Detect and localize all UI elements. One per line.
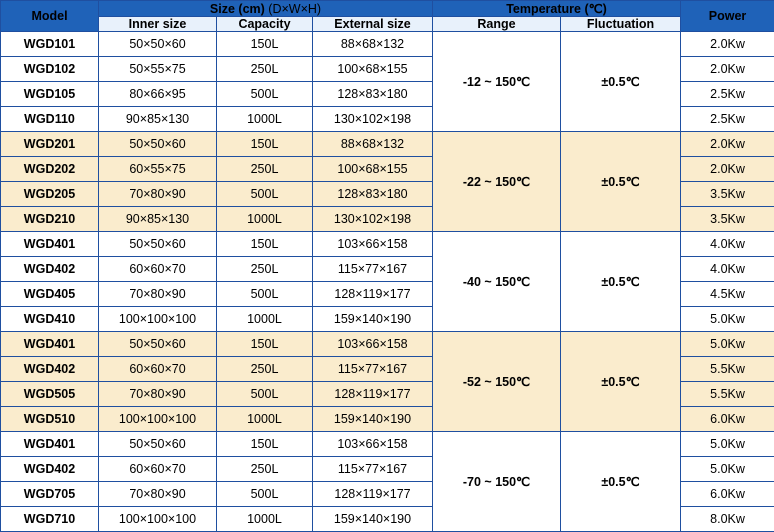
cell-capacity: 150L <box>217 432 313 457</box>
cell-external-size: 88×68×132 <box>313 32 433 57</box>
cell-capacity: 500L <box>217 82 313 107</box>
table-body <box>1 32 774 532</box>
cell-model: WGD105 <box>1 82 99 107</box>
cell-inner-size: 70×80×90 <box>99 382 217 407</box>
cell-external-size: 128×83×180 <box>313 82 433 107</box>
cell-inner-size: 50×50×60 <box>99 332 217 357</box>
cell-power: 2.0Kw <box>681 132 774 157</box>
cell-model: WGD210 <box>1 207 99 232</box>
header-model: Model <box>1 1 99 32</box>
cell-external-size: 100×68×155 <box>313 57 433 82</box>
cell-external-size: 128×119×177 <box>313 282 433 307</box>
table-row <box>1 332 774 357</box>
cell-external-size: 103×66×158 <box>313 432 433 457</box>
cell-external-size: 115×77×167 <box>313 457 433 482</box>
cell-capacity: 500L <box>217 482 313 507</box>
header-inner-size: Inner size <box>99 17 217 32</box>
cell-capacity: 1000L <box>217 407 313 432</box>
cell-inner-size: 90×85×130 <box>99 107 217 132</box>
header-row-top <box>1 1 774 17</box>
cell-model: WGD401 <box>1 232 99 257</box>
cell-capacity: 250L <box>217 457 313 482</box>
table-row <box>1 432 774 457</box>
cell-power: 5.5Kw <box>681 357 774 382</box>
cell-external-size: 130×102×198 <box>313 207 433 232</box>
cell-capacity: 150L <box>217 132 313 157</box>
cell-power: 6.0Kw <box>681 407 774 432</box>
header-size-group <box>99 1 433 17</box>
cell-capacity: 500L <box>217 182 313 207</box>
header-range: Range <box>433 17 561 32</box>
cell-inner-size: 50×50×60 <box>99 32 217 57</box>
cell-power: 3.5Kw <box>681 207 774 232</box>
header-fluctuation: Fluctuation <box>561 17 681 32</box>
cell-model: WGD510 <box>1 407 99 432</box>
cell-capacity: 150L <box>217 32 313 57</box>
cell-temperature-range: -52 ~ 150℃ <box>433 332 561 432</box>
cell-temperature-range: -70 ~ 150℃ <box>433 432 561 532</box>
cell-power: 4.5Kw <box>681 282 774 307</box>
cell-model: WGD201 <box>1 132 99 157</box>
cell-power: 5.0Kw <box>681 457 774 482</box>
cell-power: 4.0Kw <box>681 257 774 282</box>
cell-model: WGD505 <box>1 382 99 407</box>
cell-inner-size: 60×60×70 <box>99 257 217 282</box>
cell-power: 5.0Kw <box>681 307 774 332</box>
table-row <box>1 232 774 257</box>
cell-capacity: 150L <box>217 232 313 257</box>
cell-capacity: 1000L <box>217 307 313 332</box>
cell-power: 5.5Kw <box>681 382 774 407</box>
cell-fluctuation: ±0.5℃ <box>561 32 681 132</box>
cell-fluctuation: ±0.5℃ <box>561 132 681 232</box>
header-power: Power <box>681 1 774 32</box>
cell-model: WGD205 <box>1 182 99 207</box>
cell-inner-size: 70×80×90 <box>99 482 217 507</box>
cell-inner-size: 70×80×90 <box>99 282 217 307</box>
table-row <box>1 32 774 57</box>
cell-power: 2.0Kw <box>681 32 774 57</box>
cell-inner-size: 60×60×70 <box>99 357 217 382</box>
cell-inner-size: 50×50×60 <box>99 132 217 157</box>
cell-inner-size: 50×55×75 <box>99 57 217 82</box>
cell-power: 2.5Kw <box>681 82 774 107</box>
cell-inner-size: 60×55×75 <box>99 157 217 182</box>
cell-temperature-range: -40 ~ 150℃ <box>433 232 561 332</box>
cell-power: 5.0Kw <box>681 332 774 357</box>
cell-power: 4.0Kw <box>681 232 774 257</box>
cell-model: WGD705 <box>1 482 99 507</box>
cell-capacity: 250L <box>217 257 313 282</box>
cell-inner-size: 50×50×60 <box>99 432 217 457</box>
cell-external-size: 115×77×167 <box>313 257 433 282</box>
header-capacity: Capacity <box>217 17 313 32</box>
cell-power: 6.0Kw <box>681 482 774 507</box>
cell-temperature-range: -12 ~ 150℃ <box>433 32 561 132</box>
cell-power: 8.0Kw <box>681 507 774 532</box>
cell-external-size: 100×68×155 <box>313 157 433 182</box>
table-row <box>1 132 774 157</box>
header-size-unit: (D×W×H) <box>268 1 322 16</box>
cell-capacity: 1000L <box>217 507 313 532</box>
cell-power: 2.0Kw <box>681 157 774 182</box>
cell-capacity: 1000L <box>217 107 313 132</box>
cell-power: 2.5Kw <box>681 107 774 132</box>
cell-external-size: 130×102×198 <box>313 107 433 132</box>
cell-capacity: 150L <box>217 332 313 357</box>
cell-external-size: 103×66×158 <box>313 232 433 257</box>
cell-model: WGD202 <box>1 157 99 182</box>
cell-model: WGD110 <box>1 107 99 132</box>
header-size-label: Size (cm) <box>209 1 265 16</box>
cell-capacity: 250L <box>217 157 313 182</box>
cell-external-size: 103×66×158 <box>313 332 433 357</box>
cell-external-size: 128×83×180 <box>313 182 433 207</box>
cell-external-size: 159×140×190 <box>313 307 433 332</box>
table-header <box>1 1 774 32</box>
cell-external-size: 88×68×132 <box>313 132 433 157</box>
cell-inner-size: 80×66×95 <box>99 82 217 107</box>
cell-fluctuation: ±0.5℃ <box>561 432 681 532</box>
cell-capacity: 500L <box>217 382 313 407</box>
cell-model: WGD102 <box>1 57 99 82</box>
cell-model: WGD710 <box>1 507 99 532</box>
cell-model: WGD410 <box>1 307 99 332</box>
cell-model: WGD402 <box>1 257 99 282</box>
cell-model: WGD401 <box>1 332 99 357</box>
cell-power: 2.0Kw <box>681 57 774 82</box>
cell-inner-size: 100×100×100 <box>99 507 217 532</box>
cell-external-size: 128×119×177 <box>313 382 433 407</box>
cell-external-size: 115×77×167 <box>313 357 433 382</box>
cell-external-size: 159×140×190 <box>313 507 433 532</box>
cell-capacity: 500L <box>217 282 313 307</box>
header-external-size: External size <box>313 17 433 32</box>
cell-capacity: 1000L <box>217 207 313 232</box>
cell-external-size: 128×119×177 <box>313 482 433 507</box>
cell-model: WGD405 <box>1 282 99 307</box>
cell-inner-size: 90×85×130 <box>99 207 217 232</box>
header-row-sub <box>1 17 774 32</box>
header-temperature-group: Temperature (℃) <box>433 1 681 17</box>
cell-fluctuation: ±0.5℃ <box>561 332 681 432</box>
cell-capacity: 250L <box>217 57 313 82</box>
cell-inner-size: 50×50×60 <box>99 232 217 257</box>
cell-model: WGD402 <box>1 357 99 382</box>
cell-temperature-range: -22 ~ 150℃ <box>433 132 561 232</box>
cell-fluctuation: ±0.5℃ <box>561 232 681 332</box>
cell-inner-size: 100×100×100 <box>99 407 217 432</box>
cell-external-size: 159×140×190 <box>313 407 433 432</box>
cell-model: WGD101 <box>1 32 99 57</box>
cell-model: WGD401 <box>1 432 99 457</box>
cell-power: 5.0Kw <box>681 432 774 457</box>
cell-inner-size: 100×100×100 <box>99 307 217 332</box>
cell-capacity: 250L <box>217 357 313 382</box>
cell-power: 3.5Kw <box>681 182 774 207</box>
cell-model: WGD402 <box>1 457 99 482</box>
cell-inner-size: 60×60×70 <box>99 457 217 482</box>
cell-inner-size: 70×80×90 <box>99 182 217 207</box>
